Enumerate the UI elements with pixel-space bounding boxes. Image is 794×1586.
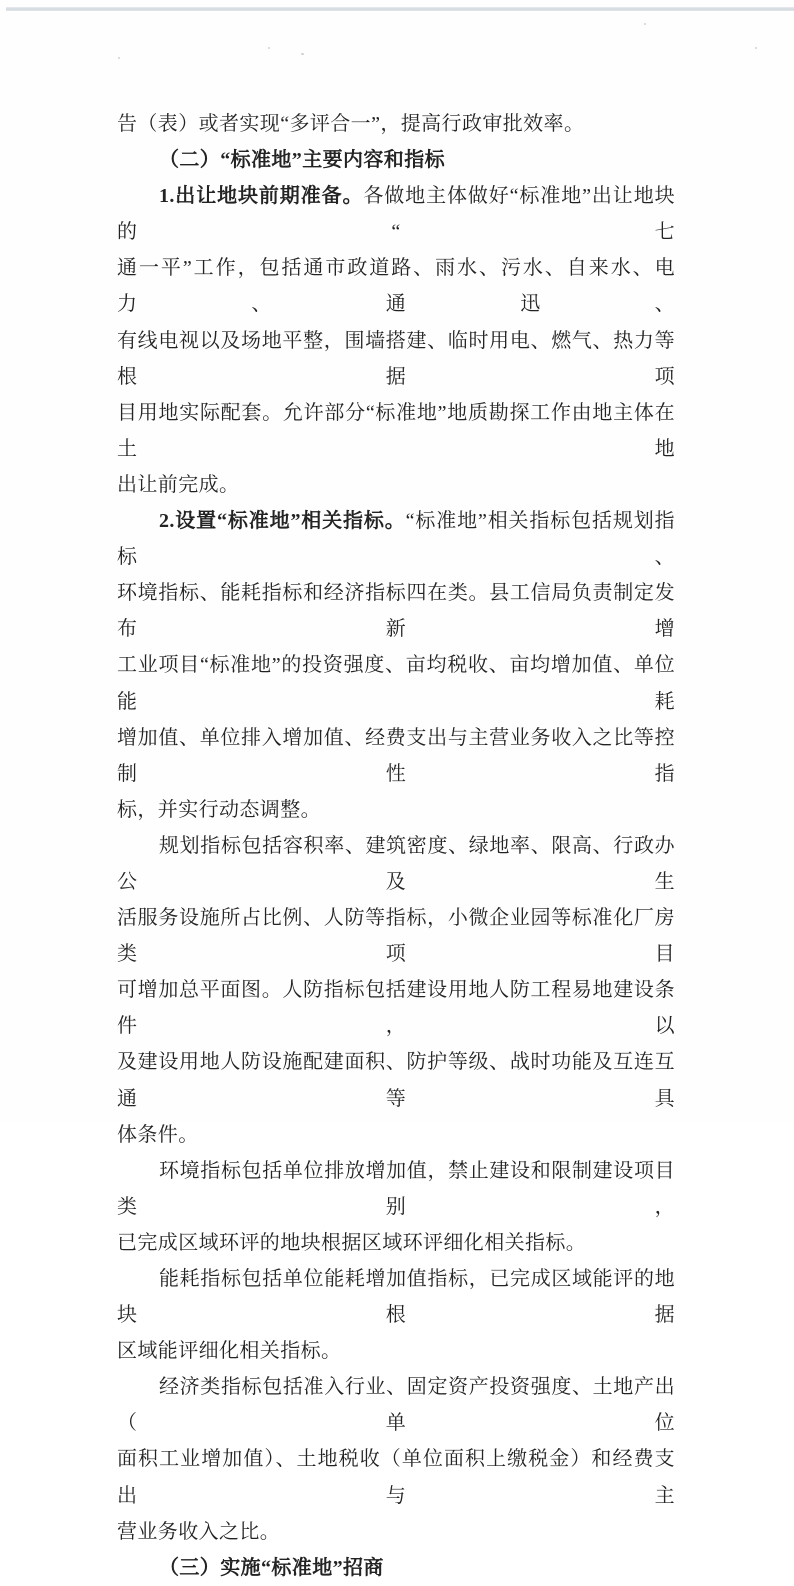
text-line xyxy=(117,1441,675,1513)
text-run: 营业务收入之比。 xyxy=(117,1520,281,1543)
scan-speck xyxy=(301,53,304,55)
text-line xyxy=(117,106,675,142)
text-run: 目用地实际配套。允许部分“标准地”地质勘探工作由地主体在土地 xyxy=(117,401,675,460)
text-run: 增加值、单位排入增加值、经费支出与主营业务收入之比等控制性指 xyxy=(117,726,675,785)
text-line xyxy=(117,178,675,250)
text-line xyxy=(117,323,675,395)
text-run: 活服务设施所占比例、人防等指标，小微企业园等标准化厂房类项目 xyxy=(117,907,675,966)
scan-speck xyxy=(268,47,270,49)
text-line xyxy=(117,1550,675,1586)
text-run: 环境指标包括单位排放增加值，禁止建设和限制建设项目类别， xyxy=(117,1159,675,1218)
document-text-block xyxy=(117,106,675,1586)
text-run: 各做地主体做好“标准地”出让地块的“七 xyxy=(117,185,675,244)
text-line xyxy=(117,1261,675,1333)
text-line xyxy=(117,503,675,575)
text-line xyxy=(117,467,675,503)
text-line xyxy=(117,1333,675,1369)
text-line xyxy=(117,395,675,467)
text-run: 通一平”工作，包括通市政道路、雨水、污水、自来水、电力、通迅、 xyxy=(117,257,675,316)
text-run: 工业项目“标准地”的投资强度、亩均税收、亩均增加值、单位能耗 xyxy=(117,654,675,713)
text-run: 区域能评细化相关指标。 xyxy=(117,1340,342,1363)
text-line xyxy=(117,720,675,792)
text-run: 经济类指标包括准入行业、固定资产投资强度、土地产出（单位 xyxy=(117,1376,675,1435)
text-line xyxy=(117,575,675,647)
text-run: 体条件。 xyxy=(117,1123,199,1146)
text-line xyxy=(117,1225,675,1261)
text-run: 可增加总平面图。人防指标包括建设用地人防工程易地建设条件，以 xyxy=(117,979,675,1038)
text-line xyxy=(117,142,675,178)
text-run: 出让前完成。 xyxy=(117,473,240,496)
bold-run: （二）“标准地”主要内容和指标 xyxy=(159,149,445,172)
text-line xyxy=(117,250,675,322)
text-line xyxy=(117,1117,675,1153)
text-run: 面积工业增加值）、土地税收（单位面积上缴税金）和经费支出与主 xyxy=(117,1448,675,1507)
bold-run: 2.设置“标准地”相关指标。 xyxy=(159,510,406,533)
text-run: 有线电视以及场地平整，围墙搭建、临时用电、燃气、热力等根据项 xyxy=(117,329,675,388)
text-line xyxy=(117,792,675,828)
text-run: 告（表）或者实现“多评合一”，提高行政审批效率。 xyxy=(117,113,585,135)
text-line xyxy=(117,647,675,719)
text-line xyxy=(117,1153,675,1225)
text-line xyxy=(117,1044,675,1116)
bold-run: （三）实施“标准地”招商 xyxy=(159,1556,384,1579)
text-line xyxy=(117,900,675,972)
scan-speck xyxy=(644,23,646,25)
text-line xyxy=(117,1369,675,1441)
text-run: 及建设用地人防设施配建面积、防护等级、战时功能及互连互通等具 xyxy=(117,1051,675,1110)
text-run: 规划指标包括容积率、建筑密度、绿地率、限高、行政办公及生 xyxy=(117,834,675,893)
text-run: “标准地”相关指标包括规划指标、 xyxy=(117,510,675,569)
text-line xyxy=(117,828,675,900)
bold-run: 1.出让地块前期准备。 xyxy=(159,185,364,208)
scan-speck xyxy=(118,57,120,59)
scanner-edge-line xyxy=(6,7,794,11)
text-run: 标，并实行动态调整。 xyxy=(117,798,321,821)
text-line xyxy=(117,1514,675,1550)
scan-speck xyxy=(755,47,757,49)
text-line xyxy=(117,972,675,1044)
text-run: 能耗指标包括单位能耗增加值指标，已完成区域能评的地块根据 xyxy=(117,1268,675,1327)
text-run: 已完成区域环评的地块根据区域环评细化相关指标。 xyxy=(117,1231,587,1254)
text-run: 环境指标、能耗指标和经济指标四在类。县工信局负责制定发布新增 xyxy=(117,582,675,641)
